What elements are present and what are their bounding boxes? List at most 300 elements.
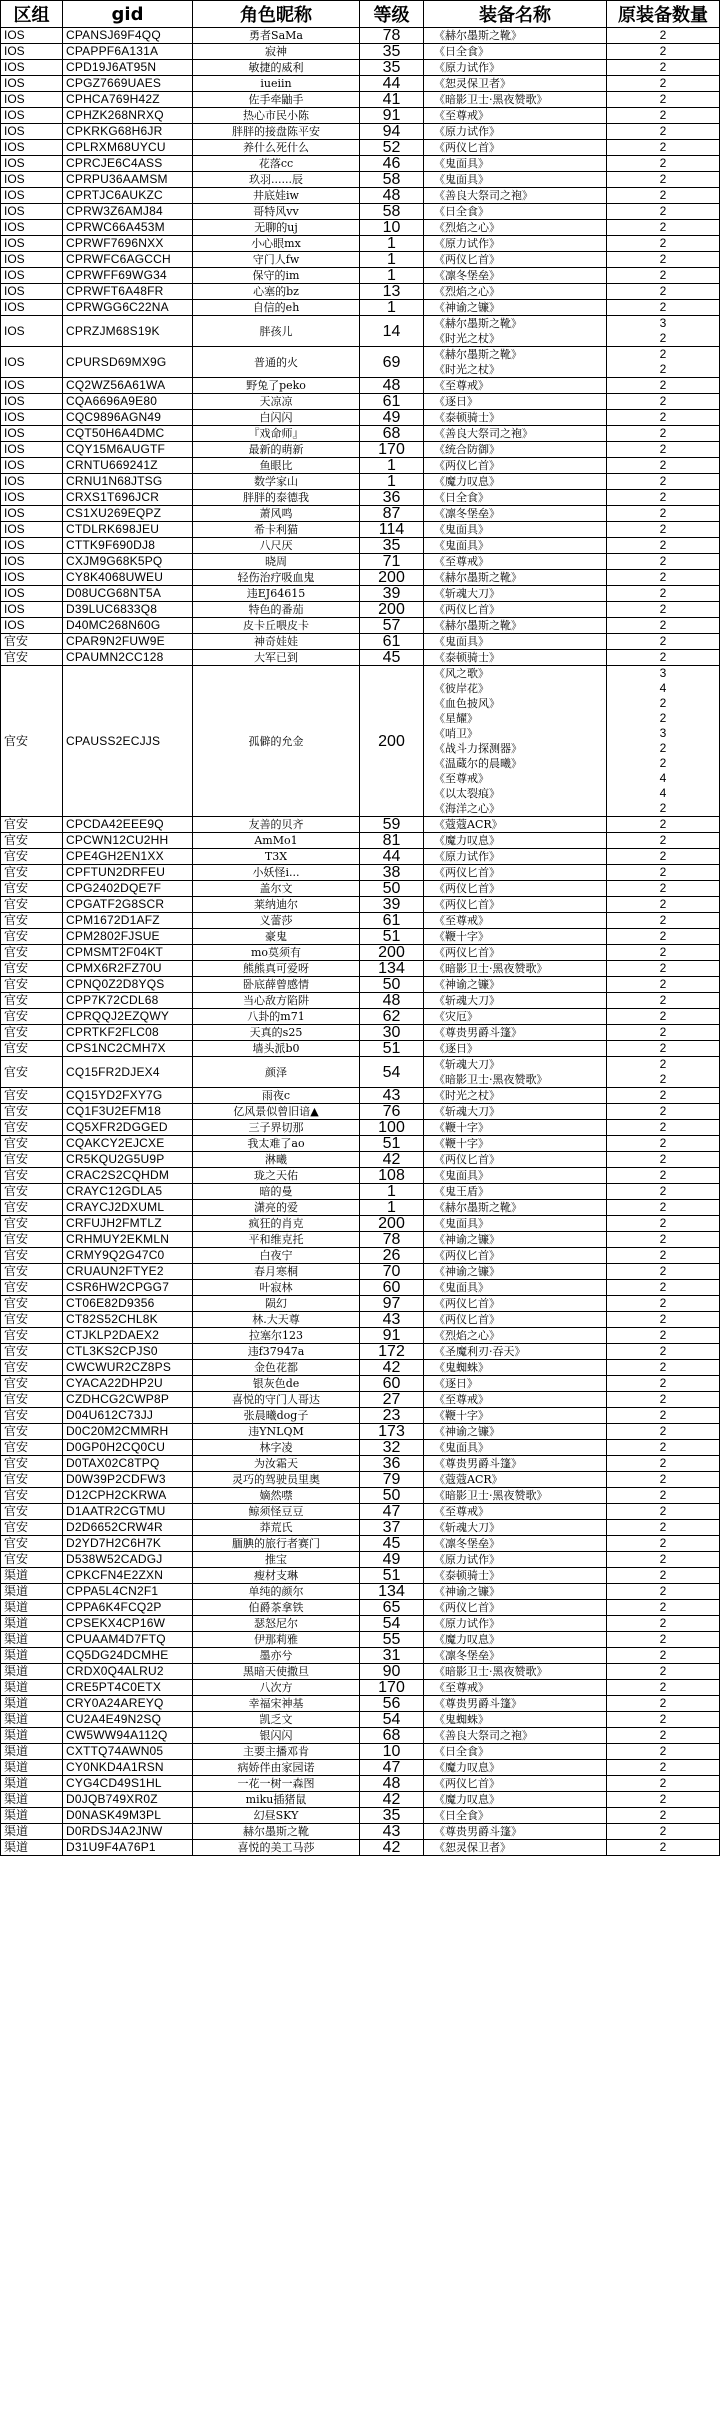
cell-count [607,1057,720,1088]
cell-gid: D04U612C73JJ [63,1408,193,1424]
equipment-count: 4 [659,771,667,785]
cell-region: IOS [1,252,63,268]
cell-level: 91 [360,108,424,124]
equipment-name: 《凛冬堡垒》 [434,1649,500,1662]
cell-count [607,1552,720,1568]
cell-count [607,1009,720,1025]
cell-region: 渠道 [1,1632,63,1648]
cell-level: 65 [360,1600,424,1616]
cell-equipment [424,1600,607,1616]
cell-level: 172 [360,1344,424,1360]
cell-equipment [424,849,607,865]
cell-equipment [424,108,607,124]
cell-level: 200 [360,666,424,817]
equipment-name: 《至尊戒》 [434,109,489,122]
cell-equipment [424,1009,607,1025]
cell-equipment [424,1696,607,1712]
cell-count [607,1840,720,1856]
cell-count [607,1808,720,1824]
equipment-count: 2 [659,1057,667,1071]
cell-count [607,1504,720,1520]
table-row [1,881,720,897]
cell-nickname: 陨幻 [193,1296,360,1312]
cell-gid: CRMY9Q2G47C0 [63,1248,193,1264]
table-row [1,1440,720,1456]
table-row [1,76,720,92]
cell-nickname: 义蕾莎 [193,913,360,929]
cell-gid: CQ1F3U2EFM18 [63,1104,193,1120]
equipment-name: 《两仪匕首》 [434,866,500,879]
equipment-name: 《血色披风》 [434,697,500,710]
header-row [1,1,720,28]
equipment-count: 2 [659,1041,667,1055]
cell-region: IOS [1,108,63,124]
cell-region: IOS [1,44,63,60]
cell-count [607,28,720,44]
cell-nickname: 主要主播邓肯 [193,1744,360,1760]
cell-region: 渠道 [1,1600,63,1616]
table-row [1,602,720,618]
equipment-count: 2 [659,913,667,927]
equipment-count: 2 [659,711,667,725]
cell-gid: CPRW3Z6AMJ84 [63,204,193,220]
equipment-name: 《两仪匕首》 [434,1297,500,1310]
cell-count [607,1248,720,1264]
cell-level: 38 [360,865,424,881]
table-row [1,1248,720,1264]
cell-nickname: 春月寒桐 [193,1264,360,1280]
equipment-name: 《善良大祭司之袍》 [434,1729,533,1742]
cell-equipment [424,458,607,474]
cell-gid: D0GP0H2CQ0CU [63,1440,193,1456]
equipment-count: 2 [659,1632,667,1646]
cell-level: 90 [360,1664,424,1680]
cell-nickname: 平和维克托 [193,1232,360,1248]
cell-region: 官安 [1,849,63,865]
cell-gid: CPM1672D1AFZ [63,913,193,929]
equipment-name: 《鞭十字》 [434,1409,489,1422]
cell-level: 58 [360,172,424,188]
cell-equipment [424,316,607,347]
equipment-count: 2 [659,1808,667,1822]
cell-region: IOS [1,378,63,394]
cell-equipment [424,1408,607,1424]
cell-level: 42 [360,1792,424,1808]
cell-level: 57 [360,618,424,634]
equipment-count: 2 [659,1328,667,1342]
cell-region: IOS [1,28,63,44]
table-row [1,204,720,220]
equipment-name: 《两仪匕首》 [434,946,500,959]
cell-gid: CTJKLP2DAEX2 [63,1328,193,1344]
cell-count [607,1488,720,1504]
cell-region: 官安 [1,650,63,666]
cell-region: 官安 [1,1184,63,1200]
cell-level: 36 [360,1456,424,1472]
equipment-count: 2 [659,331,667,345]
cell-equipment [424,897,607,913]
cell-count [607,1664,720,1680]
cell-gid: CPMSMT2F04KT [63,945,193,961]
table-row [1,474,720,490]
equipment-count: 2 [659,124,667,138]
table-row [1,236,720,252]
equipment-name: 《鞭十字》 [434,930,489,943]
cell-gid: CRAYCJ2DXUML [63,1200,193,1216]
cell-region: IOS [1,300,63,316]
cell-level: 200 [360,945,424,961]
cell-equipment [424,977,607,993]
cell-level: 70 [360,1264,424,1280]
cell-level: 54 [360,1712,424,1728]
cell-level: 78 [360,28,424,44]
table-row [1,1792,720,1808]
cell-gid: CPGATF2G8SCR [63,897,193,913]
equipment-name: 《以太裂痕》 [434,787,500,800]
table-row [1,347,720,378]
equipment-count: 2 [659,1136,667,1150]
cell-region: 官安 [1,817,63,833]
cell-level: 134 [360,1584,424,1600]
equipment-count: 2 [659,1536,667,1550]
equipment-name: 《恕灵保卫者》 [434,77,511,90]
table-row [1,1025,720,1041]
cell-nickname: 灵巧的驾驶员里奥 [193,1472,360,1488]
equipment-count: 2 [659,1184,667,1198]
equipment-count: 2 [659,1280,667,1294]
cell-count [607,188,720,204]
cell-count [607,849,720,865]
equipment-count: 3 [659,316,667,330]
cell-region: 渠道 [1,1648,63,1664]
equipment-count: 2 [659,1824,667,1838]
cell-gid: CXJM9G68K5PQ [63,554,193,570]
equipment-count: 2 [659,1344,667,1358]
equipment-count: 2 [659,602,667,616]
cell-gid: CPG2402DQE7F [63,881,193,897]
cell-region: 官安 [1,1392,63,1408]
cell-level: 1 [360,458,424,474]
table-row [1,156,720,172]
equipment-count: 2 [659,833,667,847]
cell-gid: CT82S52CHL8K [63,1312,193,1328]
table-row [1,268,720,284]
cell-count [607,1360,720,1376]
equipment-count: 2 [659,1424,667,1438]
cell-gid: CQA6696A9E80 [63,394,193,410]
cell-count [607,1568,720,1584]
cell-gid: CRXS1T696JCR [63,490,193,506]
cell-count [607,1264,720,1280]
cell-count [607,977,720,993]
cell-nickname: 熊熊真可爱呀 [193,961,360,977]
cell-count [607,1104,720,1120]
cell-gid: CU2A4E49N2SQ [63,1712,193,1728]
cell-region: 官安 [1,1280,63,1296]
table-row [1,1408,720,1424]
cell-count [607,1680,720,1696]
cell-count [607,426,720,442]
cell-region: 官安 [1,634,63,650]
cell-region: 官安 [1,961,63,977]
cell-gid: CPRWF7696NXX [63,236,193,252]
equipment-name: 《两仪匕首》 [434,459,500,472]
cell-count [607,92,720,108]
cell-gid: CPD19J6AT95N [63,60,193,76]
cell-gid: CPE4GH2EN1XX [63,849,193,865]
cell-gid: CQT50H6A4DMC [63,426,193,442]
cell-count [607,1584,720,1600]
cell-gid: D31U9F4A76P1 [63,1840,193,1856]
cell-equipment [424,1392,607,1408]
cell-region: IOS [1,554,63,570]
cell-nickname: 小心眼mx [193,236,360,252]
cell-region: IOS [1,394,63,410]
cell-level: 79 [360,1472,424,1488]
equipment-name: 《时光之杖》 [434,363,500,376]
cell-count [607,538,720,554]
cell-gid: CRAYC12GDLA5 [63,1184,193,1200]
equipment-count: 2 [659,1712,667,1726]
cell-count [607,1041,720,1057]
cell-equipment [424,1648,607,1664]
table-row [1,1744,720,1760]
table-row [1,1104,720,1120]
cell-count [607,394,720,410]
cell-gid: CPRWFF69WG34 [63,268,193,284]
equipment-name: 《鬼面具》 [434,523,489,536]
equipment-name: 《暗影卫士·黑夜赞歌》 [434,1665,548,1678]
equipment-name: 《魔力叹息》 [434,1761,500,1774]
cell-count [607,1744,720,1760]
cell-nickname: 热心市民小陈 [193,108,360,124]
cell-level: 61 [360,394,424,410]
cell-nickname: 幻昼SKY [193,1808,360,1824]
equipment-name: 《至尊戒》 [434,1505,489,1518]
equipment-count: 2 [659,1232,667,1246]
cell-nickname: 颜泽 [193,1057,360,1088]
equipment-name: 《两仪匕首》 [434,882,500,895]
cell-nickname: 凯乏文 [193,1712,360,1728]
cell-count [607,108,720,124]
cell-level: 50 [360,1488,424,1504]
cell-level: 71 [360,554,424,570]
cell-level: 51 [360,929,424,945]
cell-equipment [424,1488,607,1504]
equipment-name: 《恕灵保卫者》 [434,1841,511,1854]
cell-level: 52 [360,140,424,156]
cell-nickname: mo莫须有 [193,945,360,961]
cell-nickname: 拉塞尔123 [193,1328,360,1344]
table-row [1,1376,720,1392]
cell-equipment [424,1216,607,1232]
table-row [1,1472,720,1488]
cell-level: 23 [360,1408,424,1424]
equipment-count: 4 [659,681,667,695]
equipment-name: 《魔力叹息》 [434,1633,500,1646]
cell-count [607,1376,720,1392]
table-body [1,28,720,1856]
cell-count [607,458,720,474]
table-row [1,945,720,961]
cell-equipment [424,1616,607,1632]
cell-equipment [424,1680,607,1696]
equipment-count: 2 [659,172,667,186]
table-row [1,1328,720,1344]
cell-region: 渠道 [1,1840,63,1856]
cell-equipment [424,1760,607,1776]
cell-region: 官安 [1,929,63,945]
cell-equipment [424,554,607,570]
cell-gid: CT06E82D9356 [63,1296,193,1312]
equipment-count: 2 [659,442,667,456]
cell-equipment [424,378,607,394]
cell-nickname: 野兔了peko [193,378,360,394]
cell-gid: D1AATR2CGTMU [63,1504,193,1520]
cell-gid: CWCWUR2CZ8PS [63,1360,193,1376]
equipment-name: 《鬼面具》 [434,1441,489,1454]
equipment-name: 《尊贵男爵斗篷》 [434,1026,522,1039]
equipment-name: 《泰顿骑士》 [434,651,500,664]
equipment-count: 2 [659,1760,667,1774]
cell-level: 42 [360,1840,424,1856]
cell-nickname: 寂神 [193,44,360,60]
cell-level: 37 [360,1520,424,1536]
equipment-name: 《灾厄》 [434,1010,478,1023]
cell-region: 官安 [1,1408,63,1424]
cell-equipment [424,634,607,650]
table-row [1,586,720,602]
cell-count [607,156,720,172]
table-row [1,1009,720,1025]
cell-gid: CPRPU36AAMSM [63,172,193,188]
cell-count [607,634,720,650]
cell-gid: CQY15M6AUGTF [63,442,193,458]
cell-gid: CXTTQ74AWN05 [63,1744,193,1760]
cell-equipment [424,1824,607,1840]
header-gid: gid [63,1,193,28]
cell-gid: CPRTJC6AUKZC [63,188,193,204]
cell-nickname: 瑟怒尼尔 [193,1616,360,1632]
cell-count [607,347,720,378]
cell-level: 31 [360,1648,424,1664]
equipment-name: 《蔻蔻ACR》 [434,1473,503,1486]
equipment-name: 《海洋之心》 [434,802,500,815]
equipment-name: 《斩魂大刀》 [434,994,500,1007]
cell-gid: CPRZJM68S19K [63,316,193,347]
equipment-count: 2 [659,362,667,376]
cell-region: 官安 [1,1057,63,1088]
cell-region: 官安 [1,1440,63,1456]
equipment-name: 《鬼蜘蛛》 [434,1713,489,1726]
cell-equipment [424,1152,607,1168]
cell-nickname: 守门人fw [193,252,360,268]
cell-gid: CYG4CD49S1HL [63,1776,193,1792]
equipment-count: 2 [659,1600,667,1614]
table-row [1,1600,720,1616]
cell-region: IOS [1,188,63,204]
cell-count [607,1328,720,1344]
equipment-name: 《魔力叹息》 [434,475,500,488]
cell-level: 1 [360,236,424,252]
cell-nickname: 为汝霜天 [193,1456,360,1472]
cell-count [607,1536,720,1552]
equipment-count: 2 [659,1776,667,1790]
cell-equipment [424,1424,607,1440]
cell-count [607,124,720,140]
cell-count [607,1296,720,1312]
cell-count [607,316,720,347]
equipment-count: 2 [659,1696,667,1710]
cell-level: 1 [360,268,424,284]
cell-gid: CRNU1N68JTSG [63,474,193,490]
cell-count [607,172,720,188]
cell-level: 47 [360,1760,424,1776]
cell-nickname: 疯狂的肖克 [193,1216,360,1232]
equipment-name: 《两仪匕首》 [434,253,500,266]
table-row [1,1136,720,1152]
cell-count [607,1392,720,1408]
cell-region: 官安 [1,1025,63,1041]
cell-count [607,140,720,156]
cell-gid: CTDLRK698JEU [63,522,193,538]
cell-gid: CTTK9F690DJ8 [63,538,193,554]
table-row [1,1456,720,1472]
cell-level: 1 [360,252,424,268]
equipment-name: 《斩魂大刀》 [434,587,500,600]
equipment-count: 2 [659,1792,667,1806]
cell-level: 1 [360,1184,424,1200]
cell-region: 官安 [1,1312,63,1328]
equipment-count: 2 [659,945,667,959]
cell-gid: CPKCFN4E2ZXN [63,1568,193,1584]
cell-region: IOS [1,204,63,220]
equipment-count: 2 [659,1312,667,1326]
cell-nickname: 叶寂林 [193,1280,360,1296]
cell-equipment [424,602,607,618]
cell-equipment [424,92,607,108]
cell-region: IOS [1,60,63,76]
equipment-name: 《暗影卫士·黑夜赞歌》 [434,93,548,106]
equipment-count: 2 [659,634,667,648]
equipment-name: 《逐日》 [434,1377,478,1390]
cell-equipment [424,650,607,666]
equipment-count: 2 [659,60,667,74]
cell-equipment [424,1312,607,1328]
cell-gid: CPPA6K4FCQ2P [63,1600,193,1616]
cell-region: IOS [1,458,63,474]
cell-equipment [424,60,607,76]
cell-nickname: 玖羽......辰 [193,172,360,188]
equipment-count: 3 [659,726,667,740]
cell-nickname: 豪鬼 [193,929,360,945]
cell-equipment [424,1504,607,1520]
cell-nickname: 金色花都 [193,1360,360,1376]
equipment-name: 《至尊戒》 [434,772,489,785]
cell-nickname: 保守的im [193,268,360,284]
cell-region: 官安 [1,1376,63,1392]
equipment-name: 《斩魂大刀》 [434,1058,500,1071]
cell-level: 61 [360,913,424,929]
table-row [1,1760,720,1776]
cell-region: 渠道 [1,1584,63,1600]
table-row [1,1184,720,1200]
equipment-name: 《原力试作》 [434,1553,500,1566]
equipment-name: 《鬼面具》 [434,1217,489,1230]
cell-region: IOS [1,76,63,92]
cell-region: 官安 [1,1520,63,1536]
cell-equipment [424,817,607,833]
